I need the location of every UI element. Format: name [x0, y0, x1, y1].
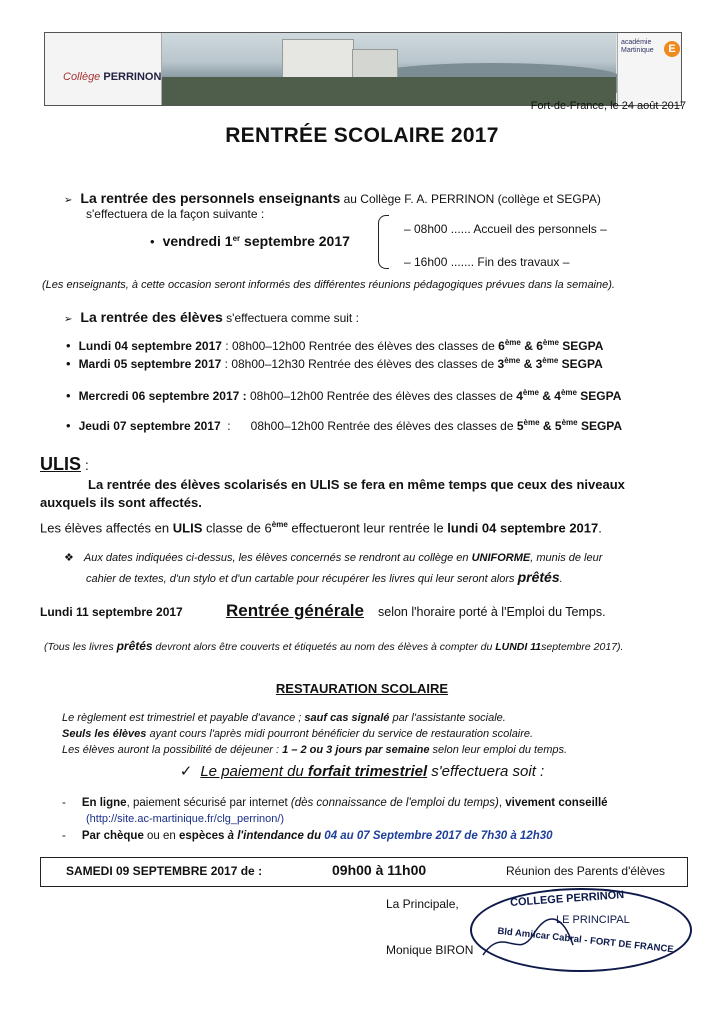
academy-letter: E — [664, 41, 680, 57]
college-logo — [45, 33, 162, 105]
staff-line2: s'effectuera de la façon suivante : — [86, 207, 265, 221]
signature-name: Monique BIRON — [386, 943, 474, 957]
resto-line3: Les élèves auront la possibilité de déjeuner : 1 – 2 ou 3 jours par semaine selon leur emploi du temps. — [62, 744, 568, 756]
meeting-date: SAMEDI 09 SEPTEMBRE 2017 de : — [66, 864, 263, 878]
bullet-icon: • — [66, 388, 71, 403]
ulis-p1-line1: La rentrée des élèves scolarisés en ULIS se fera en même temps que ceux des niveaux — [88, 477, 625, 492]
logo-text-1: Collège — [63, 71, 101, 83]
ulis-heading: ULIS : — [40, 454, 89, 474]
student-row: • Lundi 04 septembre 2017 : 08h00–12h00 Rentrée des élèves des classes de 6ème & 6ème SEGPA — [66, 338, 604, 353]
arrow-icon: ➢ — [64, 314, 73, 325]
staff-note: (Les enseignants, à cette occasion seront informés des différentes réunions pédagogiques prévues dans la semaine). — [42, 279, 615, 291]
document-date: Fort-de-France, le 24 août 2017 — [530, 100, 686, 112]
signature-scribble — [478, 905, 578, 965]
academy-text: académie Martinique — [621, 39, 654, 54]
page-title: RENTRÉE SCOLAIRE 2017 — [225, 124, 499, 147]
bullet-icon: • — [150, 234, 155, 249]
student-row: • Mardi 05 septembre 2017 : 08h00–12h30 Rentrée des élèves des classes de 3ème & 3ème SEGPA — [66, 356, 603, 371]
check-icon: ✓ — [179, 763, 193, 780]
uniform-line1: ❖ Aux dates indiquées ci-dessus, les élèves concernés se rendront au collège en UNIFORME, munis de leur — [64, 552, 603, 564]
staff-slot-2: – 16h00 ....... Fin des travaux – — [404, 255, 570, 269]
resto-line1: Le règlement est trimestriel et payable d'avance ; sauf cas signalé par l'assistante sociale. — [62, 712, 506, 724]
uniform-line2: cahier de textes, d'un stylo et d'un cartable pour récupérer les livres qui leur seront alors prêtés. — [86, 569, 563, 585]
payment-option-online: - En ligne, paiement sécurisé par internet (dès connaissance de l'emploi du temps), vivement conseillé — [62, 797, 608, 809]
student-row: • Mercredi 06 septembre 2017 : 08h00–12h00 Rentrée des élèves des classes de 4ème & 4ème SEGPA — [66, 388, 622, 403]
stamp-mid: LE PRINCIPAL — [556, 914, 630, 926]
stamp-bottom: Bld Amilcar Cabral - FORT DE FRANCE — [496, 925, 675, 956]
staff-slot-1: – 08h00 ...... Accueil des personnels – — [404, 222, 607, 236]
header-banner — [44, 32, 682, 106]
staff-day: • vendredi 1er septembre 2017 — [150, 233, 350, 249]
signature-role: La Principale, — [386, 897, 459, 911]
general-date: Lundi 11 septembre 2017 — [40, 605, 183, 619]
payment-link[interactable]: (http://site.ac-martinique.fr/clg_perrinon/) — [86, 813, 285, 825]
staff-rest: au Collège F. A. PERRINON (collège et SEGPA) — [340, 192, 601, 206]
restauration-heading: RESTAURATION SCOLAIRE — [275, 681, 449, 696]
diamond-icon: ❖ — [64, 552, 74, 564]
ulis-p1-line2: auxquels ils sont affectés. — [40, 495, 202, 510]
resto-line2: Seuls les élèves ayant cours l'après midi pourront bénéficier du service de restauration scolaire. — [62, 728, 534, 740]
staff-bold: La rentrée des personnels enseignants — [80, 190, 341, 206]
students-line: ➢ La rentrée des élèves s'effectuera comme suit : — [64, 309, 359, 325]
school-photo — [162, 33, 616, 105]
payment-line: ✓ Le paiement du forfait trimestriel s'effectuera soit : — [179, 763, 545, 780]
logo-text-2: PERRINON — [103, 71, 162, 83]
general-text: selon l'horaire porté à l'Emploi du Temps. — [378, 605, 606, 619]
stamp-top: COLLEGE PERRINON — [509, 889, 625, 909]
arrow-icon: ➢ — [64, 195, 73, 206]
ulis-p2: Les élèves affectés en ULIS classe de 6ème effectueront leur rentrée le lundi 04 septembre 2017. — [40, 520, 602, 536]
general-note: (Tous les livres prêtés devront alors être couverts et étiquetés au nom des élèves à compter du LUNDI 11septembre 2017). — [44, 639, 624, 653]
academy-logo — [617, 33, 682, 105]
brace — [378, 215, 389, 269]
bullet-icon: • — [66, 338, 71, 353]
meeting-time: 09h00 à 11h00 — [332, 862, 427, 878]
student-row: • Jeudi 07 septembre 2017 : 08h00–12h00 Rentrée des élèves des classes de 5ème & 5ème SEGPA — [66, 418, 623, 433]
meeting-text: Réunion des Parents d'élèves — [506, 864, 666, 878]
bullet-icon: • — [66, 356, 71, 371]
bullet-icon: • — [66, 418, 71, 433]
staff-line — [64, 190, 601, 206]
payment-option-cheque: - Par chèque ou en espèces à l'intendance du 04 au 07 Septembre 2017 de 7h30 à 12h30 — [62, 830, 553, 842]
general-label: Rentrée générale — [226, 601, 364, 620]
